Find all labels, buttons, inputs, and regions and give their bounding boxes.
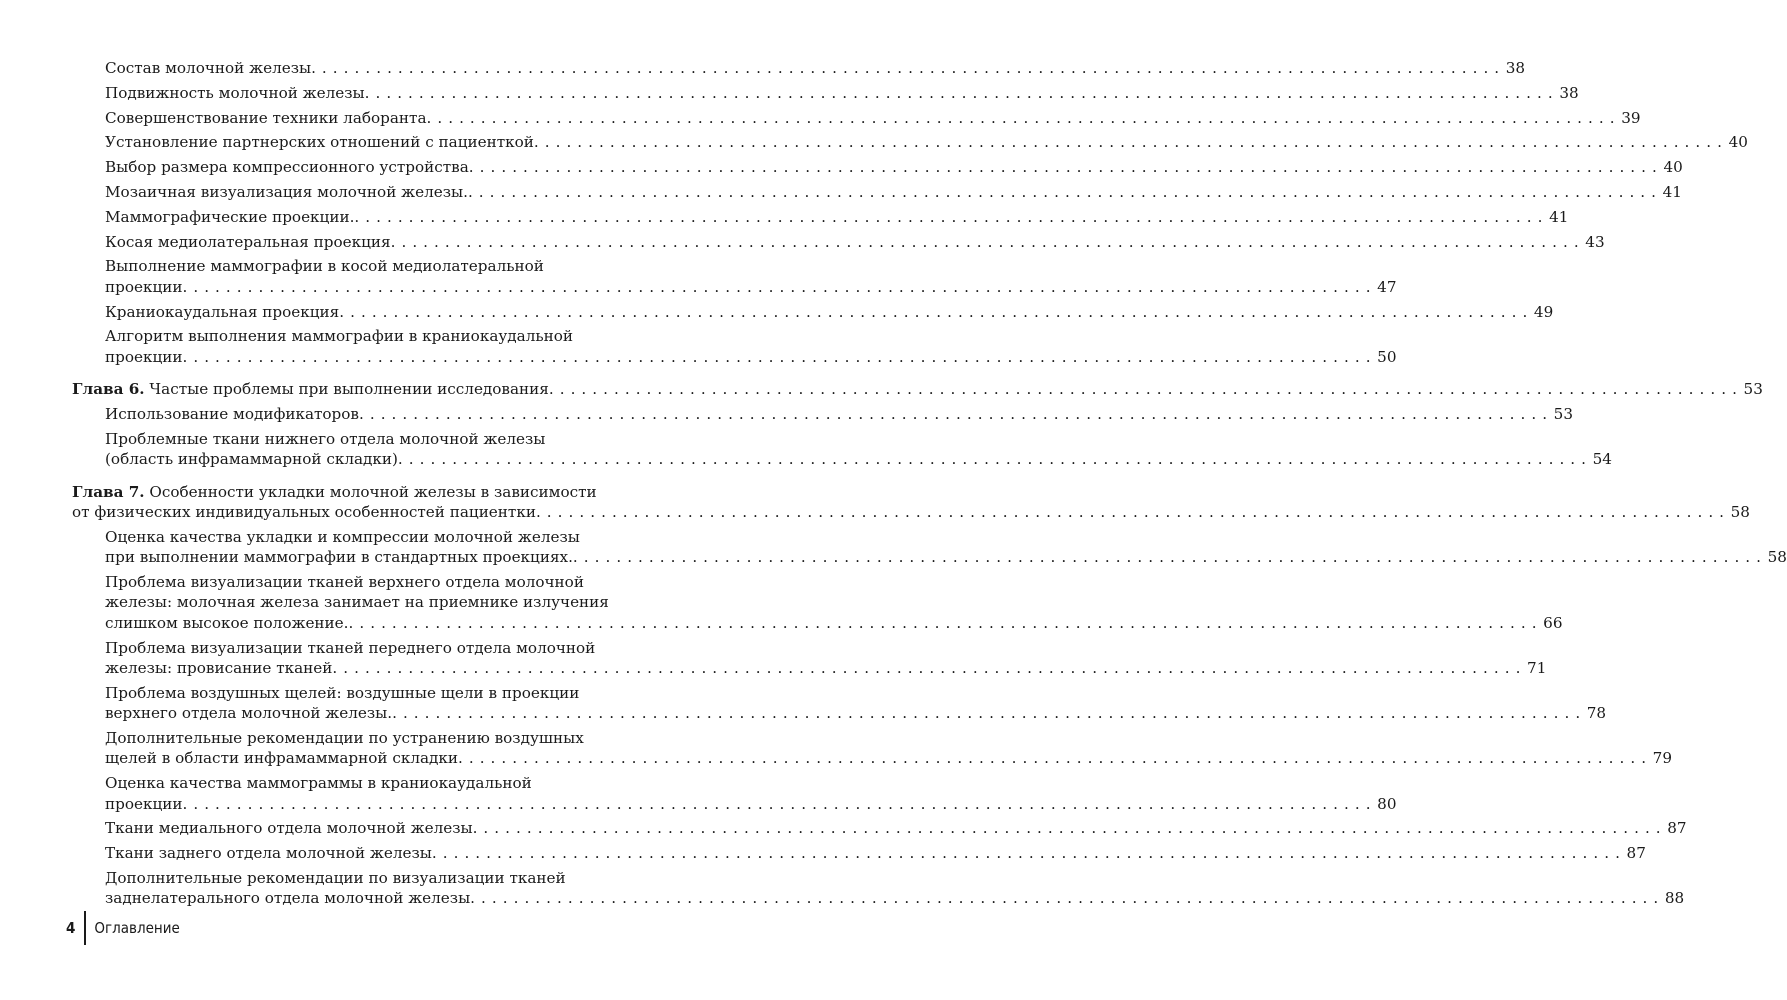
toc-entry [72, 58, 1526, 78]
toc-entry [72, 182, 1682, 202]
toc-entry [72, 728, 1672, 769]
dot-leader [573, 547, 1762, 567]
dot-leader [349, 613, 1538, 633]
toc-page-number: 40 [1728, 133, 1748, 152]
toc-page-number: 49 [1533, 302, 1554, 321]
toc-page-number: 43 [1585, 232, 1605, 251]
dot-leader [549, 379, 1738, 399]
toc-entry [72, 207, 1569, 227]
toc-entry-title: Установление партнерских отношений с пациенткой [105, 133, 534, 152]
toc-entry-title: Использование модификаторов [105, 404, 359, 423]
dot-leader [332, 658, 1521, 678]
page-number: 4 [66, 919, 76, 937]
chapter-label: Глава 7. [72, 482, 145, 501]
dot-leader [458, 748, 1647, 768]
toc-entry-title: Маммографические проекции. [105, 207, 355, 226]
toc-entry-title: Выбор размера компрессионного устройства [105, 158, 469, 177]
toc-page-number: 79 [1652, 749, 1672, 768]
toc-entry [72, 429, 1612, 470]
dot-leader [473, 818, 1662, 838]
toc-entry-title: железы: молочная железа занимает на приемнике излучения [105, 593, 609, 612]
dot-leader [470, 888, 1659, 908]
toc-chapter-entry [72, 482, 1750, 523]
toc-page-number: 80 [1377, 794, 1397, 813]
page-footer [66, 910, 180, 946]
toc-entry-title: Алгоритм выполнения маммографии в краниокаудальной [105, 327, 574, 346]
toc-entry [72, 132, 1748, 152]
dot-leader [182, 794, 1371, 814]
toc-entry-title: Дополнительные рекомендации по устранению воздушных [105, 729, 584, 748]
toc-entry [72, 232, 1605, 252]
toc-entry [72, 157, 1683, 177]
chapter-label: Глава 6. [72, 380, 145, 399]
dot-leader [392, 703, 1581, 723]
toc-entry-title: слишком высокое положение. [105, 613, 349, 632]
toc-page-number: 87 [1626, 844, 1646, 863]
toc-chapter-entry [72, 379, 1763, 399]
toc-entry-title: Оценка качества укладки и компрессии молочной железы [105, 527, 580, 546]
toc-page-number: 39 [1621, 108, 1641, 127]
toc-page-number: 87 [1667, 819, 1687, 838]
toc-entry-title: Выполнение маммографии в косой медиолатеральной [105, 257, 544, 276]
dot-leader [427, 108, 1616, 128]
toc-page-number: 38 [1505, 59, 1526, 77]
toc-entry-title: от физических индивидуальных особенностей пациентки [72, 503, 536, 521]
toc-page-number: 38 [1559, 83, 1579, 102]
dot-leader [182, 277, 1371, 297]
toc-entry-title: Проблемные ткани нижнего отдела молочной железы [105, 429, 546, 448]
toc-entry-title: при выполнении маммографии в стандартных проекциях. [105, 548, 573, 567]
toc-page-number: 41 [1549, 207, 1569, 226]
toc-entry-title: Частые проблемы при выполнении исследования [149, 380, 549, 399]
dot-leader [432, 843, 1621, 863]
toc-entry [72, 843, 1646, 863]
toc-page-number: 50 [1377, 347, 1397, 366]
toc-entry [72, 572, 1563, 633]
toc-entry [72, 638, 1547, 679]
toc-entry-title: Ткани заднего отдела молочной железы [105, 844, 432, 863]
toc-page-number: 40 [1663, 158, 1683, 177]
toc-entry-title: Подвижность молочной железы [105, 83, 365, 102]
toc-entry-title: проекции [105, 794, 183, 813]
dot-leader [182, 347, 1371, 367]
dot-leader [468, 182, 1657, 202]
toc-entry-title: Оценка качества маммограммы в краниокаудальной [105, 774, 532, 793]
toc-entry [72, 683, 1607, 724]
toc-page-number: 71 [1527, 659, 1547, 678]
toc-entry-title: Состав молочной железы [105, 59, 312, 77]
toc-page-number: 78 [1586, 704, 1607, 723]
toc-entry-title: Краниокаудальная проекция [105, 302, 340, 321]
toc-entry-title: Проблема визуализации тканей верхнего отдела молочной [105, 573, 584, 591]
toc-entry-title: железы: провисание тканей [105, 659, 333, 678]
toc-page-number: 54 [1592, 450, 1612, 469]
dot-leader [365, 83, 1554, 103]
toc-page-number: 41 [1662, 182, 1682, 201]
toc-entry-title: щелей в области инфрамаммарной складки [105, 749, 458, 768]
dot-leader [391, 232, 1580, 252]
toc-entry [72, 818, 1687, 838]
toc-page-number: 53 [1553, 404, 1573, 423]
toc-entry-title: Косая медиолатеральная проекция [105, 232, 391, 251]
toc-entry-title: Ткани медиального отдела молочной железы [105, 819, 473, 838]
table-of-contents [72, 58, 1787, 913]
toc-entry-title: Проблема визуализации тканей переднего отдела молочной [105, 638, 596, 657]
toc-entry-title: проекции [105, 347, 183, 366]
toc-page-number: 53 [1743, 380, 1763, 399]
toc-entry-title: Мозаичная визуализация молочной железы. [105, 182, 468, 201]
dot-leader [536, 502, 1725, 522]
toc-page-number: 58 [1730, 503, 1750, 521]
toc-entry [72, 868, 1685, 909]
toc-entry-title: Проблема воздушных щелей: воздушные щели в проекции [105, 683, 580, 702]
toc-entry [72, 326, 1397, 367]
toc-entry [72, 256, 1397, 297]
toc-entry [72, 108, 1641, 128]
footer-divider [84, 911, 86, 945]
dot-leader [354, 207, 1543, 227]
toc-entry-title: Дополнительные рекомендации по визуализации тканей [105, 869, 566, 888]
toc-entry [72, 302, 1554, 322]
toc-entry-title: заднелатерального отдела молочной железы [105, 889, 471, 908]
toc-entry [72, 83, 1579, 103]
dot-leader [398, 449, 1587, 469]
dot-leader [534, 132, 1723, 152]
toc-entry-title: Особенности укладки молочной железы в зависимости [149, 482, 597, 501]
dot-leader [359, 404, 1548, 424]
running-header-section: Оглавление [94, 919, 180, 937]
dot-leader [311, 58, 1500, 78]
toc-entry-title: (область инфрамаммарной складки) [105, 450, 398, 469]
dot-leader [339, 302, 1528, 322]
dot-leader [469, 157, 1658, 177]
toc-page-number: 88 [1664, 889, 1685, 908]
toc-entry [72, 773, 1397, 814]
toc-entry-title: Совершенствование техники лаборанта [105, 108, 427, 127]
toc-entry-title: верхнего отдела молочной железы. [105, 704, 393, 723]
toc-page-number: 58 [1767, 548, 1787, 567]
toc-page-number: 66 [1543, 613, 1563, 632]
toc-entry [72, 404, 1573, 424]
toc-entry-title: проекции [105, 277, 183, 296]
toc-page-number: 47 [1377, 277, 1397, 296]
toc-entry [72, 527, 1787, 568]
